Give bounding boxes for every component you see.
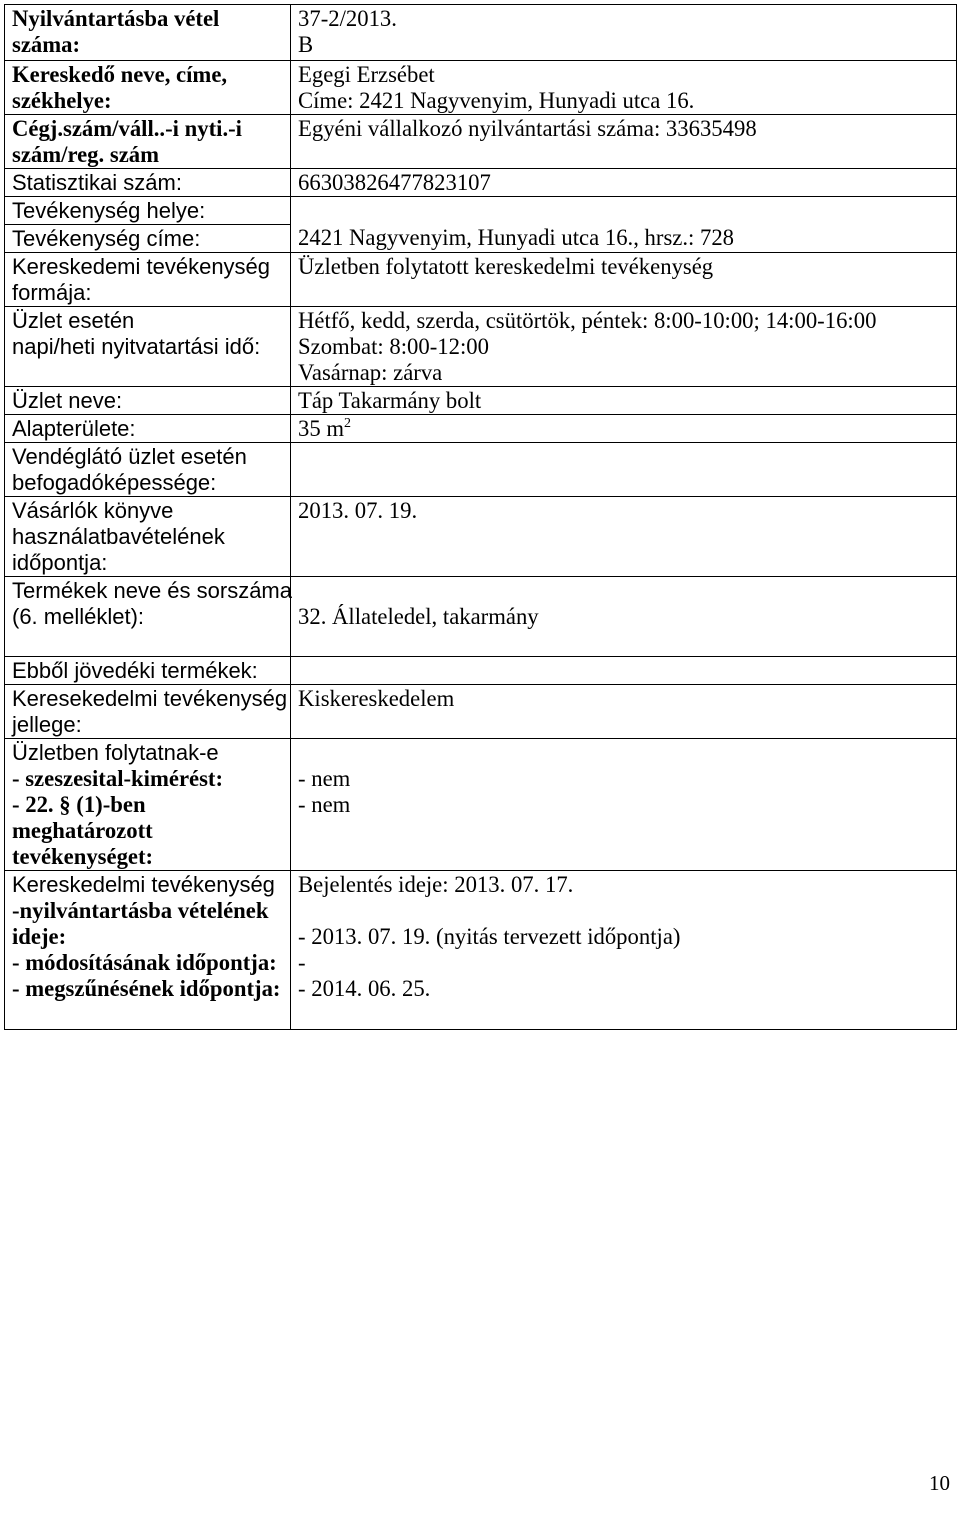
floor-area-value (291, 415, 957, 443)
activity-dates-label (5, 871, 291, 1030)
label-line: Keresekedelmi tevékenység (12, 686, 288, 711)
statistical-number-value (291, 169, 957, 197)
label-line: napi/heti nyitvatartási idő: (12, 334, 261, 359)
value-line: Üzletben folytatott kereskedelmi tevékenység (298, 254, 714, 279)
value-line: 2013. 07. 19. (298, 498, 418, 523)
label-line: formája: (12, 280, 92, 305)
value-line: 2421 Nagyvenyim, Hunyadi utca 16., hrsz.: 728 (298, 225, 735, 250)
table-row (5, 685, 957, 739)
activity-address-label (5, 225, 291, 253)
value-line (298, 416, 956, 442)
label-line: -nyilvántartásba vételének (12, 898, 269, 923)
table-row (5, 115, 957, 169)
registry-table (4, 4, 957, 1030)
shop-activities-value (291, 739, 957, 871)
label-line: Tevékenység címe: (12, 226, 201, 251)
trader-name-address-value (291, 61, 957, 115)
value-line: - 2014. 06. 25. (298, 976, 431, 1001)
label-line: Vásárlók könyve (12, 498, 174, 523)
opening-hours-value (291, 307, 957, 387)
label-line: Üzlet esetén (12, 308, 135, 333)
value-line: 32. Állateledel, takarmány (298, 604, 539, 629)
label-line: használatbavételének (12, 524, 225, 549)
table-row (5, 197, 957, 225)
activity-place-label (5, 197, 291, 225)
registration-number-value (291, 5, 957, 61)
label-line: - szeszesital-kimérést: (12, 766, 224, 791)
label-line: Kereskedő neve, címe, (12, 62, 228, 87)
customer-book-date-value (291, 497, 957, 577)
label-line: Kereskedelmi tevékenység (12, 872, 275, 897)
page-number: 10 (929, 1471, 950, 1495)
label-line: tevékenységet: (12, 844, 154, 869)
trade-activity-type-label (5, 685, 291, 739)
value-line: Szombat: 8:00-12:00 (298, 334, 489, 359)
table-row (5, 61, 957, 115)
label-line: Vendéglátó üzlet esetén (12, 444, 247, 469)
catering-capacity-label (5, 443, 291, 497)
registration-number-label (5, 5, 291, 61)
table-row (5, 443, 957, 497)
label-line: Statisztikai szám: (12, 170, 182, 195)
label-line: - 22. § (1)-ben (12, 792, 146, 817)
label-line: szám/reg. szám (12, 142, 160, 167)
label-line: meghatározott (12, 818, 153, 843)
value-line: B (298, 32, 314, 57)
products-label (5, 577, 291, 657)
value-line: - nem (298, 792, 351, 817)
trade-activity-form-label (5, 253, 291, 307)
value-line: Kiskereskedelem (298, 686, 455, 711)
table-row (5, 253, 957, 307)
label-line: Ebből jövedéki termékek: (12, 658, 258, 683)
label-line: száma: (12, 32, 81, 57)
label-line: Nyilvántartásba vétel (12, 6, 220, 31)
activity-dates-value (291, 871, 957, 1030)
label-line: befogadóképessége: (12, 470, 217, 495)
customer-book-date-label (5, 497, 291, 577)
label-line: ideje: (12, 924, 67, 949)
label-line: Üzletben folytatnak-e (12, 740, 219, 765)
table-row (5, 739, 957, 871)
shop-name-label (5, 387, 291, 415)
company-registration-value (291, 115, 957, 169)
value-line: - 2013. 07. 19. (nyitás tervezett időpontja) (298, 924, 681, 949)
value-line: 37-2/2013. (298, 6, 397, 31)
value-line: Táp Takarmány bolt (298, 388, 482, 413)
area-unit-exponent: 2 (344, 416, 352, 431)
value-line: 66303826477823107 (298, 170, 491, 195)
table-row (5, 871, 957, 1030)
label-line: - módosításának időpontja: (12, 950, 277, 975)
opening-hours-label (5, 307, 291, 387)
excise-products-value (291, 657, 957, 685)
table-row (5, 577, 957, 657)
label-line: (6. melléklet): (12, 604, 145, 629)
table-row (5, 387, 957, 415)
value-line: - nem (298, 766, 351, 791)
label-line: Cégj.szám/váll..-i nyti.-i (12, 116, 242, 141)
label-line: Üzlet neve: (12, 388, 123, 413)
value-line: Vasárnap: zárva (298, 360, 443, 385)
table-row (5, 657, 957, 685)
label-line: Termékek neve és sorszáma (12, 578, 292, 603)
label-line: - megszűnésének időpontja: (12, 976, 281, 1001)
table-row (5, 169, 957, 197)
statistical-number-label (5, 169, 291, 197)
trade-activity-type-value (291, 685, 957, 739)
label-line: Tevékenység helye: (12, 198, 206, 223)
shop-name-value (291, 387, 957, 415)
label-line: székhelye: (12, 88, 112, 113)
value-line: - (298, 950, 306, 975)
table-row (5, 5, 957, 61)
table-row (5, 415, 957, 443)
label-line: Kereskedemi tevékenység (12, 254, 271, 279)
floor-area-label (5, 415, 291, 443)
trader-name-address-label (5, 61, 291, 115)
activity-address-value (291, 197, 957, 253)
label-line: jellege: (12, 712, 82, 737)
value-line: Címe: 2421 Nagyvenyim, Hunyadi utca 16. (298, 88, 695, 113)
catering-capacity-value (291, 443, 957, 497)
table-row (5, 497, 957, 577)
table-row (5, 307, 957, 387)
shop-activities-label (5, 739, 291, 871)
products-value (291, 577, 957, 657)
company-registration-label (5, 115, 291, 169)
value-line: Bejelentés ideje: 2013. 07. 17. (298, 872, 574, 897)
value-line: Hétfő, kedd, szerda, csütörtök, péntek: 8:00-10:00; 14:00-16:00 (298, 308, 877, 333)
label-line: időpontja: (12, 550, 108, 575)
label-line: Alapterülete: (12, 416, 136, 441)
area-amount: 35 m (298, 416, 345, 441)
value-line: Egegi Erzsébet (298, 62, 435, 87)
value-line: Egyéni vállalkozó nyilvántartási száma: 33635498 (298, 116, 757, 141)
trade-activity-form-value (291, 253, 957, 307)
excise-products-label (5, 657, 291, 685)
